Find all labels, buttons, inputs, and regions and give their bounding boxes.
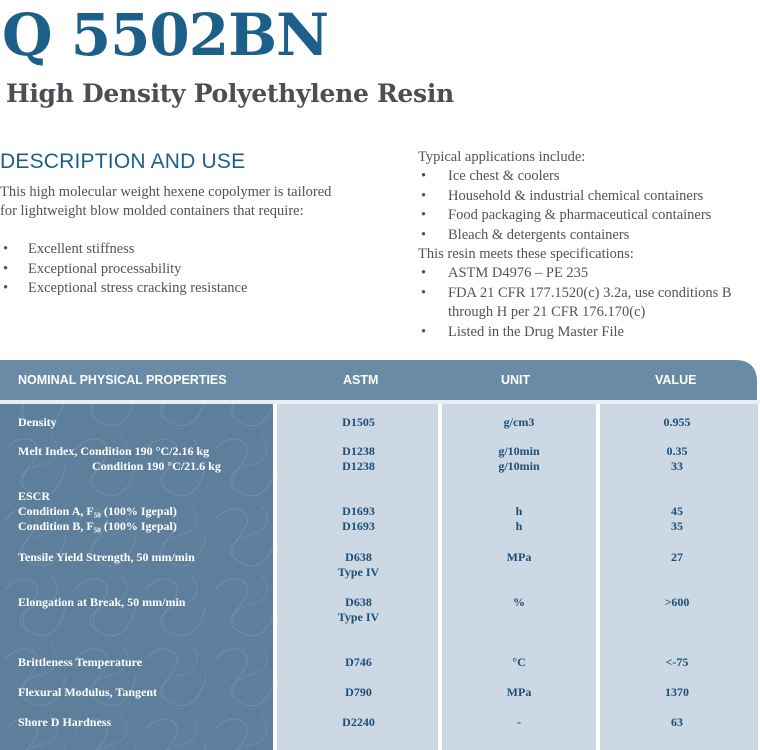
table-header — [0, 360, 760, 400]
property-label: Condition B, F₅₀ (100% Igepal) — [18, 519, 177, 533]
unit-value: MPa — [506, 685, 532, 699]
property-value: <-75 — [665, 655, 689, 669]
property-value: >600 — [664, 595, 690, 609]
list-item: • ASTM D4976 – PE 235 — [418, 264, 760, 284]
column-header-value: VALUE — [655, 373, 697, 387]
unit-value: h — [515, 504, 523, 518]
column-header-unit: UNIT — [501, 373, 531, 387]
property-value: 45 — [671, 504, 683, 518]
unit-value: MPa — [506, 550, 532, 564]
property-value: 33 — [671, 459, 683, 473]
property-label: Condition 190 °C/21.6 kg — [92, 459, 221, 473]
product-title: Q 5502BN — [2, 1, 329, 69]
product-subtitle: High Density Polyethylene Resin — [6, 79, 454, 108]
astm-value: D746 — [345, 655, 372, 669]
list-item: • Household & industrial chemical containers — [418, 187, 760, 207]
property-label: Density — [18, 415, 57, 429]
list-item: • Exceptional stress cracking resistance — [0, 279, 360, 299]
astm-value: D1238 — [342, 444, 375, 458]
astm-value: D1693 — [342, 519, 375, 533]
astm-value: D790 — [345, 685, 372, 699]
property-value: 1370 — [665, 685, 689, 699]
property-label: Elongation at Break, 50 mm/min — [18, 595, 186, 609]
property-label: Shore D Hardness — [18, 715, 112, 729]
property-value: 0.955 — [663, 415, 691, 429]
property-value: 35 — [671, 519, 683, 533]
list-item: • Ice chest & coolers — [418, 167, 760, 187]
property-label: Melt Index, Condition 190 °C/2.16 kg — [18, 444, 210, 458]
unit-value: - — [517, 715, 521, 729]
applications-list — [418, 167, 760, 245]
column-header-astm: ASTM — [343, 373, 379, 387]
applications-column — [418, 148, 760, 342]
specifications-intro: This resin meets these specifications: — [418, 246, 634, 262]
applications-intro: Typical applications include: — [418, 149, 586, 165]
astm-value: Type IV — [337, 565, 380, 579]
property-label: Flexural Modulus, Tangent — [18, 685, 158, 699]
unit-value: °C — [512, 655, 526, 669]
property-label: ESCR — [18, 489, 51, 503]
astm-value: D638 — [345, 595, 372, 609]
specifications-list — [418, 264, 760, 342]
description-body: This high molecular weight hexene copolymer is tailored for lightweight blow molded containers that require: — [0, 184, 332, 219]
astm-value: Type IV — [337, 610, 380, 624]
list-item: • Listed in the Drug Master File — [418, 323, 760, 343]
properties-table — [0, 360, 760, 750]
property-label: Condition A, F₅₀ (100% Igepal) — [18, 504, 177, 518]
list-item: • Food packaging & pharmaceutical containers — [418, 206, 760, 226]
unit-value: g/cm3 — [503, 415, 535, 429]
property-value: 27 — [671, 550, 683, 564]
astm-value: D1238 — [342, 459, 375, 473]
unit-value: g/10min — [498, 459, 540, 473]
unit-value: g/10min — [498, 444, 540, 458]
astm-value: D1505 — [342, 415, 375, 429]
unit-value: h — [515, 519, 523, 533]
property-value: 0.35 — [666, 444, 688, 458]
description-heading: DESCRIPTION AND USE — [0, 150, 246, 173]
astm-value: D2240 — [342, 715, 375, 729]
list-item: • Bleach & detergents containers — [418, 226, 760, 246]
property-value: 63 — [671, 715, 683, 729]
feature-list — [0, 240, 360, 299]
list-item: • FDA 21 CFR 177.1520(c) 3.2a, use conditions B through H per 21 CFR 176.170(c) — [418, 284, 760, 323]
astm-value: D638 — [345, 550, 372, 564]
property-label: Brittleness Temperature — [18, 655, 143, 669]
unit-value: % — [513, 595, 525, 609]
list-item: • Excellent stiffness — [0, 240, 360, 260]
column-header-property: NOMINAL PHYSICAL PROPERTIES — [18, 373, 227, 387]
astm-value: D1693 — [342, 504, 375, 518]
list-item: • Exceptional processability — [0, 260, 360, 280]
property-label: Tensile Yield Strength, 50 mm/min — [18, 550, 195, 564]
